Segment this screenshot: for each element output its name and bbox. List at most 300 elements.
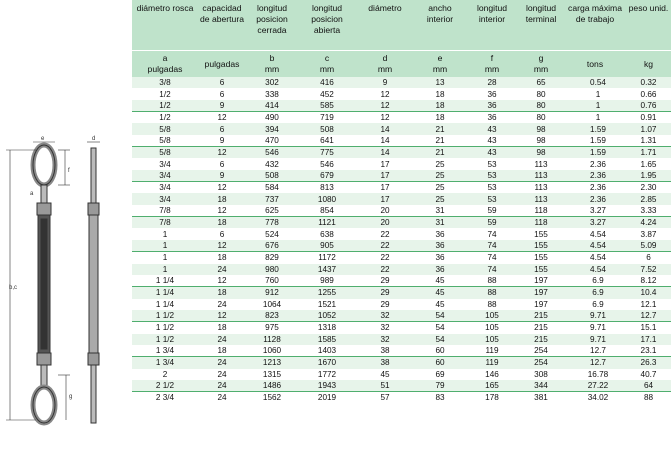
column-symbol: f	[490, 53, 494, 63]
open-length-cell: 719	[298, 112, 356, 124]
terminal-length-cell: 65	[518, 77, 564, 88]
table-row	[132, 275, 671, 287]
diameter-cell: 22	[356, 240, 414, 252]
inner-width-cell: 25	[414, 193, 466, 204]
opening-capacity-cell: 12	[198, 205, 246, 217]
column-unit-header	[466, 51, 518, 78]
inner-length-cell: 74	[466, 240, 518, 252]
max-load-cell: 27.22	[564, 380, 626, 392]
max-load-cell: 2.36	[564, 170, 626, 182]
column-unit-header	[246, 51, 298, 78]
diameter-cell: 20	[356, 205, 414, 217]
open-length-cell: 1772	[298, 369, 356, 380]
open-length-cell: 452	[298, 88, 356, 99]
table-row	[132, 147, 671, 159]
opening-capacity-cell: 18	[198, 217, 246, 229]
terminal-length-cell: 197	[518, 275, 564, 287]
diameter-cell: 51	[356, 380, 414, 392]
table-row	[132, 193, 671, 204]
inner-width-cell: 79	[414, 380, 466, 392]
inner-width-cell: 18	[414, 100, 466, 112]
open-length-cell: 1521	[298, 299, 356, 310]
opening-capacity-cell: 24	[198, 357, 246, 369]
unit-weight-cell: 26.3	[626, 357, 671, 369]
column-unit: mm	[484, 64, 500, 74]
opening-capacity-cell: 9	[198, 170, 246, 182]
column-header: carga máxima de trabajo	[564, 0, 626, 51]
thread-diameter-cell: 1	[132, 228, 198, 239]
inner-length-cell: 88	[466, 299, 518, 310]
unit-weight-cell: 3.33	[626, 205, 671, 217]
thread-diameter-cell: 1 1/4	[132, 287, 198, 299]
max-load-cell: 9.71	[564, 334, 626, 345]
diameter-cell: 22	[356, 252, 414, 264]
unit-weight-cell: 8.12	[626, 275, 671, 287]
column-unit-header	[356, 51, 414, 78]
thread-diameter-cell: 1 1/2	[132, 310, 198, 322]
diameter-cell: 12	[356, 112, 414, 124]
inner-width-cell: 45	[414, 299, 466, 310]
max-load-cell: 4.54	[564, 264, 626, 275]
opening-capacity-cell: 18	[198, 193, 246, 204]
inner-width-cell: 36	[414, 252, 466, 264]
column-header: diámetro rosca	[132, 0, 198, 51]
closed-length-cell: 338	[246, 88, 298, 99]
terminal-length-cell: 197	[518, 299, 564, 310]
column-unit: mm	[533, 64, 549, 74]
terminal-length-cell: 155	[518, 252, 564, 264]
open-length-cell: 1943	[298, 380, 356, 392]
table-row	[132, 123, 671, 134]
table-row	[132, 170, 671, 182]
max-load-cell: 2.36	[564, 182, 626, 194]
open-length-cell: 1437	[298, 264, 356, 275]
table-row	[132, 264, 671, 275]
open-length-cell: 638	[298, 228, 356, 239]
thread-diameter-cell: 1 1/4	[132, 299, 198, 310]
thread-diameter-cell: 1/2	[132, 112, 198, 124]
table-row	[132, 299, 671, 310]
max-load-cell: 1	[564, 112, 626, 124]
closed-length-cell: 490	[246, 112, 298, 124]
unit-weight-cell: 23.1	[626, 345, 671, 357]
column-unit: mm	[377, 64, 393, 74]
closed-length-cell: 676	[246, 240, 298, 252]
unit-weight-cell: 64	[626, 380, 671, 392]
max-load-cell: 1	[564, 88, 626, 99]
opening-capacity-cell: 24	[198, 392, 246, 404]
diameter-cell: 14	[356, 123, 414, 134]
inner-width-cell: 45	[414, 275, 466, 287]
terminal-length-cell: 118	[518, 205, 564, 217]
terminal-length-cell: 113	[518, 182, 564, 194]
terminal-length-cell: 215	[518, 334, 564, 345]
open-length-cell: 1052	[298, 310, 356, 322]
thread-diameter-cell: 1 1/2	[132, 322, 198, 334]
dim-label-d: d	[92, 136, 96, 142]
table-row	[132, 135, 671, 147]
open-length-cell: 1080	[298, 193, 356, 204]
max-load-cell: 2.36	[564, 193, 626, 204]
dim-label-bc: b,c	[9, 285, 18, 291]
closed-length-cell: 1562	[246, 392, 298, 404]
closed-length-cell: 432	[246, 158, 298, 169]
inner-length-cell: 105	[466, 334, 518, 345]
opening-capacity-cell: 9	[198, 100, 246, 112]
inner-width-cell: 36	[414, 264, 466, 275]
column-header: longitud terminal	[518, 0, 564, 51]
max-load-cell: 6.9	[564, 287, 626, 299]
max-load-cell: 4.54	[564, 252, 626, 264]
max-load-cell: 34.02	[564, 392, 626, 404]
inner-length-cell: 88	[466, 275, 518, 287]
unit-weight-cell: 2.30	[626, 182, 671, 194]
table-row	[132, 322, 671, 334]
closed-length-cell: 980	[246, 264, 298, 275]
unit-weight-cell: 3.87	[626, 228, 671, 239]
max-load-cell: 6.9	[564, 299, 626, 310]
terminal-length-cell: 155	[518, 228, 564, 239]
inner-width-cell: 60	[414, 357, 466, 369]
column-unit-header	[132, 51, 198, 78]
inner-length-cell: 53	[466, 170, 518, 182]
opening-capacity-cell: 6	[198, 88, 246, 99]
column-symbol: d	[382, 53, 388, 63]
spec-table-container	[132, 0, 671, 453]
inner-length-cell: 105	[466, 322, 518, 334]
diameter-cell: 29	[356, 275, 414, 287]
table-row	[132, 345, 671, 357]
diameter-cell: 29	[356, 299, 414, 310]
diameter-cell: 17	[356, 193, 414, 204]
terminal-length-cell: 98	[518, 123, 564, 134]
max-load-cell: 12.7	[564, 357, 626, 369]
terminal-length-cell: 155	[518, 264, 564, 275]
inner-width-cell: 54	[414, 322, 466, 334]
opening-capacity-cell: 6	[198, 228, 246, 239]
column-symbol: g	[538, 53, 544, 63]
table-row	[132, 392, 671, 404]
thread-diameter-cell: 7/8	[132, 217, 198, 229]
max-load-cell: 12.7	[564, 345, 626, 357]
inner-length-cell: 53	[466, 158, 518, 169]
inner-width-cell: 54	[414, 310, 466, 322]
column-unit-header	[198, 51, 246, 78]
inner-width-cell: 18	[414, 88, 466, 99]
diameter-cell: 9	[356, 77, 414, 88]
diameter-cell: 57	[356, 392, 414, 404]
column-header: longitud posicion abierta	[298, 0, 356, 51]
inner-length-cell: 59	[466, 205, 518, 217]
terminal-length-cell: 98	[518, 135, 564, 147]
inner-width-cell: 25	[414, 182, 466, 194]
closed-length-cell: 1128	[246, 334, 298, 345]
opening-capacity-cell: 24	[198, 380, 246, 392]
closed-length-cell: 975	[246, 322, 298, 334]
column-header: capacidad de abertura	[198, 0, 246, 51]
thread-diameter-cell: 1	[132, 252, 198, 264]
inner-width-cell: 21	[414, 135, 466, 147]
dim-label-e: e	[41, 136, 45, 142]
thread-diameter-cell: 1/2	[132, 100, 198, 112]
thread-diameter-cell: 3/4	[132, 193, 198, 204]
thread-diameter-cell: 2	[132, 369, 198, 380]
inner-width-cell: 31	[414, 205, 466, 217]
column-symbol: e	[437, 53, 443, 63]
table-row	[132, 334, 671, 345]
table-row	[132, 158, 671, 169]
open-length-cell: 1255	[298, 287, 356, 299]
inner-width-cell: 31	[414, 217, 466, 229]
unit-weight-cell: 2.85	[626, 193, 671, 204]
diameter-cell: 14	[356, 135, 414, 147]
terminal-length-cell: 98	[518, 147, 564, 159]
turnbuckle-drawing	[0, 0, 130, 453]
terminal-length-cell: 80	[518, 112, 564, 124]
table-row	[132, 380, 671, 392]
thread-diameter-cell: 1 3/4	[132, 357, 198, 369]
column-symbol: c	[324, 53, 330, 63]
terminal-length-cell: 113	[518, 170, 564, 182]
unit-weight-cell: 40.7	[626, 369, 671, 380]
opening-capacity-cell: 6	[198, 123, 246, 134]
diameter-cell: 22	[356, 228, 414, 239]
terminal-length-cell: 308	[518, 369, 564, 380]
terminal-length-cell: 80	[518, 88, 564, 99]
closed-length-cell: 414	[246, 100, 298, 112]
thread-diameter-cell: 7/8	[132, 205, 198, 217]
terminal-length-cell: 215	[518, 322, 564, 334]
inner-length-cell: 36	[466, 112, 518, 124]
closed-length-cell: 508	[246, 170, 298, 182]
diameter-cell: 32	[356, 310, 414, 322]
inner-length-cell: 43	[466, 123, 518, 134]
inner-width-cell: 25	[414, 170, 466, 182]
max-load-cell: 2.36	[564, 158, 626, 169]
inner-width-cell: 69	[414, 369, 466, 380]
unit-weight-cell: 0.32	[626, 77, 671, 88]
opening-capacity-cell: 18	[198, 322, 246, 334]
max-load-cell: 6.9	[564, 275, 626, 287]
thread-diameter-cell: 1	[132, 264, 198, 275]
terminal-length-cell: 118	[518, 217, 564, 229]
thread-diameter-cell: 1 1/4	[132, 275, 198, 287]
thread-diameter-cell: 5/8	[132, 123, 198, 134]
inner-length-cell: 36	[466, 100, 518, 112]
closed-length-cell: 1060	[246, 345, 298, 357]
column-header: peso unid.	[626, 0, 671, 51]
diameter-cell: 38	[356, 345, 414, 357]
column-symbol: b	[269, 53, 275, 63]
terminal-length-cell: 80	[518, 100, 564, 112]
inner-width-cell: 18	[414, 112, 466, 124]
opening-capacity-cell: 12	[198, 310, 246, 322]
diameter-cell: 22	[356, 264, 414, 275]
open-length-cell: 1318	[298, 322, 356, 334]
diameter-cell: 32	[356, 322, 414, 334]
thread-diameter-cell: 3/8	[132, 77, 198, 88]
table-row	[132, 77, 671, 88]
closed-length-cell: 524	[246, 228, 298, 239]
opening-capacity-cell: 12	[198, 147, 246, 159]
thread-diameter-cell: 3/4	[132, 170, 198, 182]
opening-capacity-cell: 9	[198, 135, 246, 147]
diameter-cell: 17	[356, 170, 414, 182]
max-load-cell: 9.71	[564, 322, 626, 334]
inner-length-cell: 165	[466, 380, 518, 392]
inner-length-cell: 178	[466, 392, 518, 404]
inner-width-cell: 54	[414, 334, 466, 345]
closed-length-cell: 829	[246, 252, 298, 264]
unit-weight-cell: 0.66	[626, 88, 671, 99]
inner-length-cell: 74	[466, 264, 518, 275]
diameter-cell: 12	[356, 100, 414, 112]
unit-weight-cell: 1.07	[626, 123, 671, 134]
column-unit-header	[626, 51, 671, 78]
column-unit: pulgadas	[147, 64, 183, 74]
opening-capacity-cell: 12	[198, 182, 246, 194]
opening-capacity-cell: 12	[198, 112, 246, 124]
column-unit: mm	[432, 64, 448, 74]
table-row	[132, 310, 671, 322]
open-length-cell: 989	[298, 275, 356, 287]
closed-length-cell: 1315	[246, 369, 298, 380]
unit-weight-cell: 4.24	[626, 217, 671, 229]
opening-capacity-cell: 24	[198, 264, 246, 275]
terminal-length-cell: 155	[518, 240, 564, 252]
column-unit-header	[414, 51, 466, 78]
inner-length-cell: 88	[466, 287, 518, 299]
table-row	[132, 205, 671, 217]
open-length-cell: 641	[298, 135, 356, 147]
unit-weight-cell: 0.76	[626, 100, 671, 112]
open-length-cell: 1670	[298, 357, 356, 369]
thread-diameter-cell: 2 3/4	[132, 392, 198, 404]
table-row	[132, 100, 671, 112]
closed-length-cell: 912	[246, 287, 298, 299]
diameter-cell: 17	[356, 158, 414, 169]
thread-diameter-cell: 1	[132, 240, 198, 252]
diameter-cell: 45	[356, 369, 414, 380]
inner-length-cell: 43	[466, 147, 518, 159]
table-row	[132, 357, 671, 369]
terminal-length-cell: 344	[518, 380, 564, 392]
closed-length-cell: 470	[246, 135, 298, 147]
thread-diameter-cell: 1 1/2	[132, 334, 198, 345]
unit-weight-cell: 10.4	[626, 287, 671, 299]
table-header	[132, 0, 671, 77]
open-length-cell: 1172	[298, 252, 356, 264]
table-body	[132, 77, 671, 404]
table-row	[132, 182, 671, 194]
inner-length-cell: 28	[466, 77, 518, 88]
opening-capacity-cell: 24	[198, 299, 246, 310]
open-length-cell: 1585	[298, 334, 356, 345]
diameter-cell: 32	[356, 334, 414, 345]
closed-length-cell: 394	[246, 123, 298, 134]
inner-length-cell: 119	[466, 345, 518, 357]
column-header: diámetro	[356, 0, 414, 51]
inner-length-cell: 59	[466, 217, 518, 229]
column-unit: pulgadas	[204, 58, 240, 69]
unit-weight-cell: 1.71	[626, 147, 671, 159]
terminal-length-cell: 197	[518, 287, 564, 299]
table-row	[132, 369, 671, 380]
column-header: ancho interior	[414, 0, 466, 51]
max-load-cell: 1.59	[564, 123, 626, 134]
inner-length-cell: 146	[466, 369, 518, 380]
max-load-cell: 4.54	[564, 240, 626, 252]
unit-weight-cell: 5.09	[626, 240, 671, 252]
table-row	[132, 228, 671, 239]
opening-capacity-cell: 6	[198, 77, 246, 88]
closed-length-cell: 1064	[246, 299, 298, 310]
inner-length-cell: 74	[466, 228, 518, 239]
max-load-cell: 1.59	[564, 135, 626, 147]
column-header: longitud interior	[466, 0, 518, 51]
thread-diameter-cell: 3/4	[132, 182, 198, 194]
open-length-cell: 775	[298, 147, 356, 159]
table-row	[132, 217, 671, 229]
diameter-cell: 20	[356, 217, 414, 229]
terminal-length-cell: 381	[518, 392, 564, 404]
max-load-cell: 16.78	[564, 369, 626, 380]
column-unit-header	[564, 51, 626, 78]
thread-diameter-cell: 2 1/2	[132, 380, 198, 392]
inner-length-cell: 105	[466, 310, 518, 322]
diameter-cell: 38	[356, 357, 414, 369]
inner-width-cell: 83	[414, 392, 466, 404]
dim-label-f: f	[68, 168, 70, 174]
open-length-cell: 679	[298, 170, 356, 182]
max-load-cell: 1	[564, 100, 626, 112]
terminal-length-cell: 113	[518, 158, 564, 169]
closed-length-cell: 1213	[246, 357, 298, 369]
open-length-cell: 854	[298, 205, 356, 217]
open-length-cell: 813	[298, 182, 356, 194]
unit-weight-cell: 1.31	[626, 135, 671, 147]
table-row	[132, 287, 671, 299]
max-load-cell: 4.54	[564, 228, 626, 239]
column-symbol: a	[162, 53, 168, 63]
open-length-cell: 546	[298, 158, 356, 169]
opening-capacity-cell: 6	[198, 158, 246, 169]
unit-weight-cell: 1.95	[626, 170, 671, 182]
closed-length-cell: 823	[246, 310, 298, 322]
spec-table	[132, 0, 671, 404]
table-row	[132, 112, 671, 124]
column-unit: mm	[319, 64, 335, 74]
closed-length-cell: 1486	[246, 380, 298, 392]
unit-weight-cell: 7.52	[626, 264, 671, 275]
opening-capacity-cell: 24	[198, 369, 246, 380]
inner-length-cell: 74	[466, 252, 518, 264]
column-header: longitud posicion cerrada	[246, 0, 298, 51]
inner-width-cell: 60	[414, 345, 466, 357]
opening-capacity-cell: 18	[198, 287, 246, 299]
open-length-cell: 416	[298, 77, 356, 88]
terminal-length-cell: 254	[518, 345, 564, 357]
column-unit: tons	[586, 58, 604, 69]
inner-length-cell: 43	[466, 135, 518, 147]
diameter-cell: 17	[356, 182, 414, 194]
closed-length-cell: 584	[246, 182, 298, 194]
max-load-cell: 3.27	[564, 205, 626, 217]
open-length-cell: 1403	[298, 345, 356, 357]
unit-weight-cell: 88	[626, 392, 671, 404]
diameter-cell: 29	[356, 287, 414, 299]
inner-width-cell: 36	[414, 240, 466, 252]
